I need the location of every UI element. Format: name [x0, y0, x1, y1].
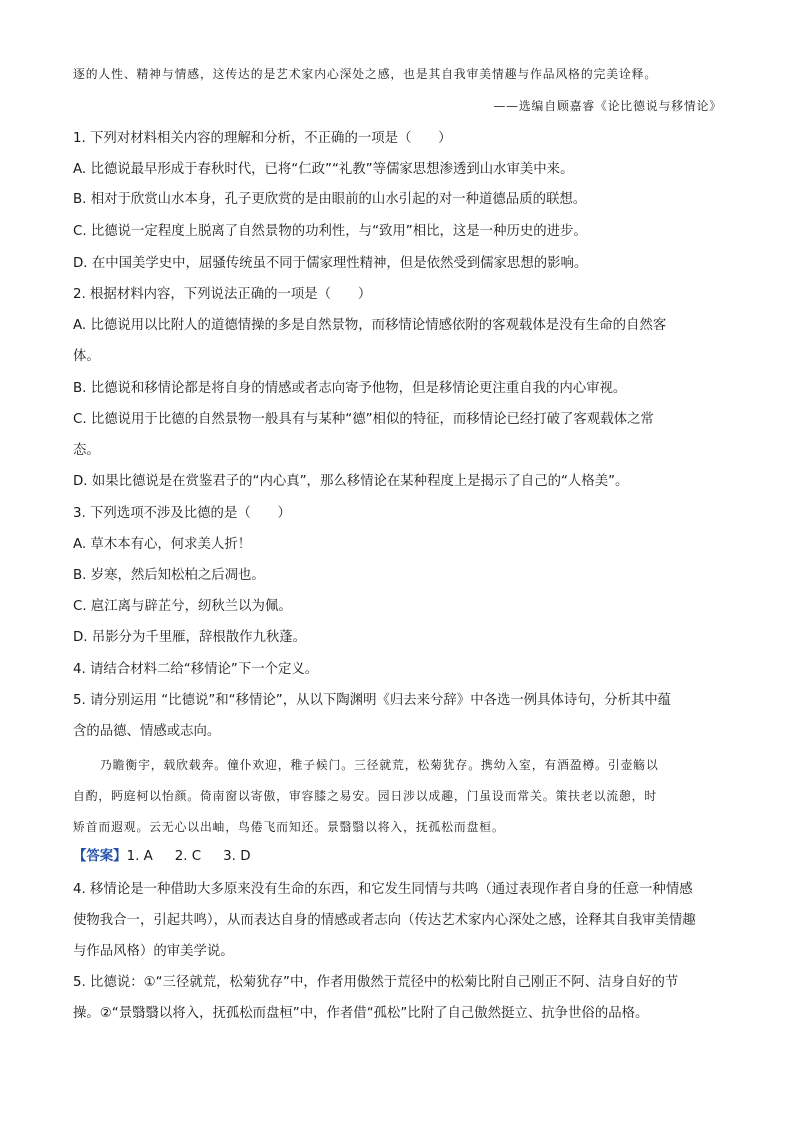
answer-choice-3: 3. D [223, 849, 251, 864]
question-2-option-a-line1: A. 比德说用以比附人的道德情操的多是自然景物，而移情论情感依附的客观载体是没有生命的自然客 [73, 318, 667, 333]
question-3-option-a: A. 草木本有心，何求美人折！ [73, 537, 252, 552]
question-2-option-d: D. 如果比德说是在赏鉴君子的“内心真”，那么移情论在某种程度上是揭示了自己的“人格美”。 [73, 474, 629, 489]
question-1-option-a: A. 比德说最早形成于春秋时代，已将“仁政”“礼教”等儒家思想渗透到山水审美中来。 [73, 162, 574, 177]
question-2-option-a-line2: 体。 [73, 349, 100, 364]
answer-5-line1: 5. 比德说：①“三径就荒，松菊犹存”中，作者用傲然于荒径中的松菊比附自己刚正不阿、洁身自好的节 [73, 975, 679, 990]
answer-5-line2: 操。②“景翳翳以将入，抚孤松而盘桓”中，作者借“孤松”比附了自己傲然挺立、抗争世俗的品格。 [73, 1006, 649, 1021]
question-2-option-b: B. 比德说和移情论都是将自身的情感或者志向寄予他物，但是移情论更注重自我的内心审视。 [73, 381, 627, 396]
question-1-option-d: D. 在中国美学史中，屈骚传统虽不同于儒家理性精神，但是依然受到儒家思想的影响。 [73, 256, 588, 271]
question-2-stem: 2. 根据材料内容，下列说法正确的一项是（ ） [73, 287, 372, 302]
question-2-option-c-line1: C. 比德说用于比德的自然景物一般具有与某种“德”相似的特征，而移情论已经打破了客观载体之常 [73, 412, 654, 427]
passage-tail: 逐的人性、精神与情感，这传达的是艺术家内心深处之感，也是其自我审美情趣与作品风格的完美诠释。 [73, 67, 658, 81]
passage-source: ——选编自顾嘉睿《论比德说与移情论》 [493, 99, 722, 113]
excerpt-line-2: 自酌，眄庭柯以怡颜。倚南窗以寄傲，审容膝之易安。园日涉以成趣，门虽设而常关。策扶老以流憩，时 [73, 789, 658, 803]
question-1-stem: 1. 下列对材料相关内容的理解和分析，不正确的一项是（ ） [73, 131, 452, 146]
answer-choice-2: 2. C [174, 849, 202, 864]
question-3-option-d: D. 吊影分为千里雁，辞根散作九秋蓬。 [73, 630, 307, 645]
question-3-stem: 3. 下列选项不涉及比德的是（ ） [73, 506, 291, 521]
answer-4-line2: 使物我合一，引起共鸣），从而表达自身的情感或者志向（传达艺术家内心深处之感，诠释其自我审美情趣 [73, 913, 696, 928]
question-1-option-c: C. 比德说一定程度上脱离了自然景物的功利性，与“致用”相比，这是一种历史的进步。 [73, 224, 587, 239]
question-2-option-c-line2: 态。 [73, 443, 100, 458]
excerpt-line-3: 矫首而遐观。云无心以出岫，鸟倦飞而知还。景翳翳以将入，抚孤松而盘桓。 [73, 820, 505, 834]
question-3-option-b: B. 岁寒，然后知松柏之后凋也。 [73, 568, 265, 583]
question-3-option-c: C. 扈江离与辟芷兮，纫秋兰以为佩。 [73, 599, 292, 614]
answer-4-line3: 与作品风格）的审美学说。 [73, 944, 234, 959]
answer-4-line1: 4. 移情论是一种借助大多原来没有生命的东西，和它发生同情与共鸣（通过表现作者自身的任意一种情感 [73, 882, 693, 897]
answer-choice-1: 1. A [126, 849, 153, 864]
answer-tag: 【答案】 [73, 849, 127, 864]
question-4-stem: 4. 请结合材料二给“移情论”下一个定义。 [73, 662, 319, 677]
question-5-stem-line2: 含的品德、情感或志向。 [73, 724, 221, 739]
question-5-stem-line1: 5. 请分别运用 “比德说”和“移情论”，从以下陶渊明《归去来兮辞》中各选一例具体诗句，分析其中蕴 [73, 693, 672, 708]
question-1-option-b: B. 相对于欣赏山水本身，孔子更欣赏的是由眼前的山水引起的对一种道德品质的联想。 [73, 192, 587, 207]
excerpt-line-1: 乃瞻衡宇，载欣载奔。僮仆欢迎，稚子候门。三径就荒，松菊犹存。携幼入室，有酒盈樽。引壶觞以 [100, 758, 659, 772]
answer-choices-row [73, 847, 723, 867]
